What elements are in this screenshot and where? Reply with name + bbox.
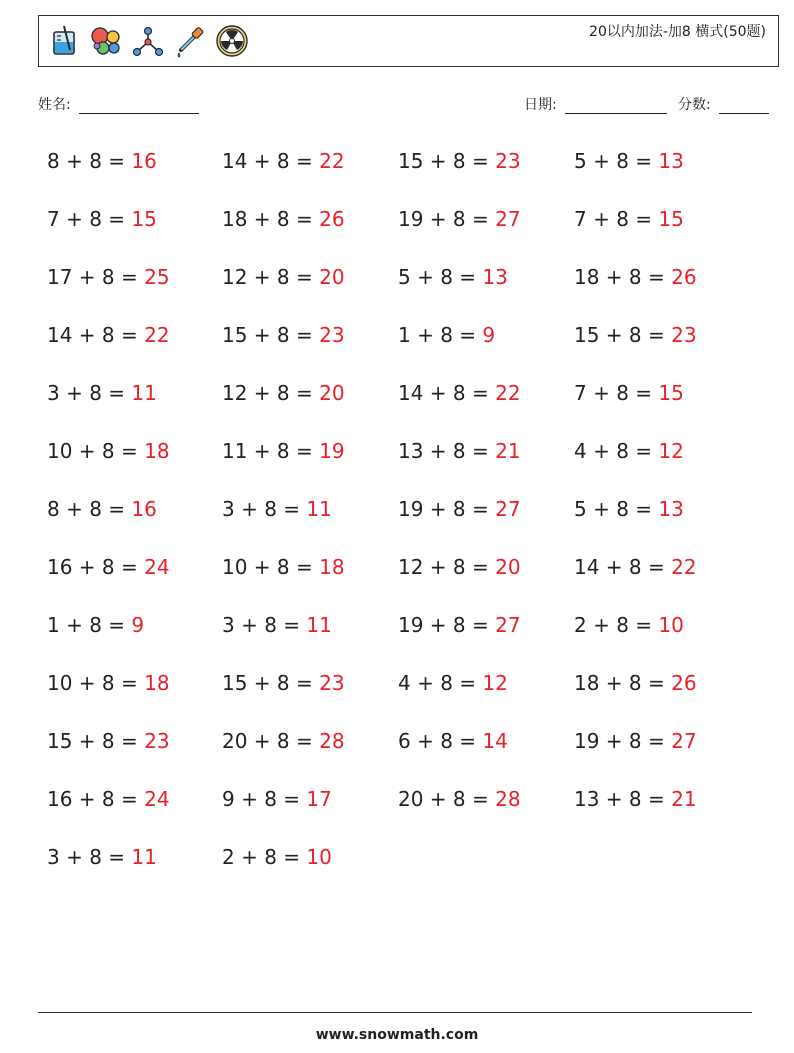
problem-answer: 18: [144, 671, 170, 695]
problem-answer: 20: [319, 265, 345, 289]
problem-answer: 27: [495, 497, 521, 521]
dropper-icon: [173, 24, 207, 58]
problem-answer: 24: [144, 787, 170, 811]
problem-question: 12 + 8 =: [398, 555, 496, 579]
problem-question: 9 + 8 =: [222, 787, 307, 811]
problem-question: 15 + 8 =: [574, 323, 672, 347]
problem-item: [398, 439, 521, 463]
problem-item: [47, 207, 157, 231]
problem-item: [47, 613, 144, 637]
problem-question: 20 + 8 =: [222, 729, 320, 753]
problem-answer: 12: [482, 671, 508, 695]
date-blank[interactable]: [565, 99, 667, 114]
problem-answer: 22: [319, 149, 345, 173]
problem-answer: 22: [671, 555, 697, 579]
problem-question: 7 + 8 =: [47, 207, 132, 231]
problem-answer: 9: [482, 323, 496, 347]
problem-answer: 27: [671, 729, 697, 753]
problem-answer: 17: [306, 787, 332, 811]
problem-answer: 24: [144, 555, 170, 579]
problem-answer: 13: [658, 149, 684, 173]
problem-question: 5 + 8 =: [398, 265, 483, 289]
problem-question: 3 + 8 =: [47, 845, 132, 869]
date-label: 日期:: [524, 97, 557, 113]
problem-question: 20 + 8 =: [398, 787, 496, 811]
problem-question: 4 + 8 =: [574, 439, 659, 463]
problem-item: [398, 787, 521, 811]
problem-item: [222, 729, 345, 753]
problem-item: [398, 671, 508, 695]
problem-item: [222, 323, 345, 347]
problem-question: 18 + 8 =: [222, 207, 320, 231]
problem-item: [47, 555, 170, 579]
problem-question: 3 + 8 =: [47, 381, 132, 405]
problem-question: 16 + 8 =: [47, 787, 145, 811]
problem-item: [47, 497, 157, 521]
problem-question: 19 + 8 =: [398, 613, 496, 637]
problem-item: [398, 323, 495, 347]
problem-question: 14 + 8 =: [398, 381, 496, 405]
date-field: [524, 94, 667, 114]
problem-question: 17 + 8 =: [47, 265, 145, 289]
problem-question: 12 + 8 =: [222, 381, 320, 405]
problem-item: [574, 729, 697, 753]
problem-answer: 26: [671, 265, 697, 289]
problem-item: [222, 497, 332, 521]
name-label: 姓名:: [38, 97, 71, 113]
problem-item: [47, 381, 157, 405]
radiation-icon: [215, 24, 249, 58]
problem-question: 1 + 8 =: [398, 323, 483, 347]
problem-item: [574, 497, 684, 521]
problem-item: [47, 671, 170, 695]
problem-item: [398, 207, 521, 231]
problem-answer: 11: [306, 613, 332, 637]
problem-answer: 26: [319, 207, 345, 231]
problem-question: 15 + 8 =: [222, 671, 320, 695]
problem-answer: 21: [495, 439, 521, 463]
problem-question: 19 + 8 =: [398, 497, 496, 521]
problem-question: 13 + 8 =: [574, 787, 672, 811]
problem-answer: 18: [144, 439, 170, 463]
problem-item: [222, 439, 345, 463]
problem-item: [222, 149, 345, 173]
problem-item: [222, 265, 345, 289]
problem-question: 15 + 8 =: [47, 729, 145, 753]
problem-answer: 27: [495, 613, 521, 637]
problem-answer: 11: [131, 845, 157, 869]
problem-answer: 18: [319, 555, 345, 579]
problem-answer: 15: [131, 207, 157, 231]
problem-item: [222, 555, 345, 579]
problem-item: [574, 323, 697, 347]
problem-question: 18 + 8 =: [574, 265, 672, 289]
problem-item: [398, 497, 521, 521]
problem-answer: 23: [319, 323, 345, 347]
name-field: [38, 94, 199, 114]
worksheet-title: 20以内加法-加8 横式(50题): [589, 24, 766, 40]
score-label: 分数:: [678, 97, 711, 113]
problem-answer: 23: [495, 149, 521, 173]
problem-answer: 21: [671, 787, 697, 811]
problem-answer: 15: [658, 207, 684, 231]
problem-item: [398, 381, 521, 405]
score-blank[interactable]: [719, 99, 769, 114]
problem-item: [398, 149, 521, 173]
icon-strip: [47, 20, 249, 62]
problem-question: 19 + 8 =: [398, 207, 496, 231]
problem-answer: 13: [658, 497, 684, 521]
problem-answer: 14: [482, 729, 508, 753]
problem-answer: 16: [131, 149, 157, 173]
problem-question: 18 + 8 =: [574, 671, 672, 695]
problem-item: [222, 671, 345, 695]
problem-question: 5 + 8 =: [574, 149, 659, 173]
problem-item: [47, 729, 170, 753]
problem-question: 5 + 8 =: [574, 497, 659, 521]
problem-answer: 22: [495, 381, 521, 405]
problem-item: [574, 381, 684, 405]
problem-answer: 9: [131, 613, 145, 637]
name-blank[interactable]: [79, 99, 199, 114]
problem-answer: 10: [658, 613, 684, 637]
problem-question: 12 + 8 =: [222, 265, 320, 289]
problem-answer: 28: [319, 729, 345, 753]
problem-item: [574, 555, 697, 579]
problem-question: 14 + 8 =: [574, 555, 672, 579]
problem-item: [574, 149, 684, 173]
problem-item: [222, 207, 345, 231]
problem-question: 14 + 8 =: [47, 323, 145, 347]
problem-answer: 20: [495, 555, 521, 579]
problem-item: [222, 381, 345, 405]
problem-question: 8 + 8 =: [47, 149, 132, 173]
problem-item: [398, 555, 521, 579]
problem-question: 15 + 8 =: [398, 149, 496, 173]
problem-item: [398, 613, 521, 637]
problem-answer: 15: [658, 381, 684, 405]
problem-question: 10 + 8 =: [47, 439, 145, 463]
problem-item: [47, 265, 170, 289]
problem-answer: 23: [671, 323, 697, 347]
problem-question: 7 + 8 =: [574, 207, 659, 231]
problem-question: 11 + 8 =: [222, 439, 320, 463]
molecule-structure-icon: [131, 24, 165, 58]
problem-answer: 10: [306, 845, 332, 869]
problem-item: [574, 787, 697, 811]
problem-question: 19 + 8 =: [574, 729, 672, 753]
problem-question: 3 + 8 =: [222, 613, 307, 637]
problem-item: [398, 265, 508, 289]
problem-answer: 19: [319, 439, 345, 463]
problem-question: 2 + 8 =: [222, 845, 307, 869]
problem-item: [222, 613, 332, 637]
problem-item: [574, 207, 684, 231]
problem-answer: 11: [306, 497, 332, 521]
problem-question: 13 + 8 =: [398, 439, 496, 463]
problem-item: [47, 787, 170, 811]
problem-answer: 20: [319, 381, 345, 405]
problem-question: 8 + 8 =: [47, 497, 132, 521]
problem-answer: 13: [482, 265, 508, 289]
problem-question: 15 + 8 =: [222, 323, 320, 347]
problem-answer: 22: [144, 323, 170, 347]
footer-divider: [38, 1012, 752, 1013]
problem-answer: 27: [495, 207, 521, 231]
problem-item: [47, 323, 170, 347]
problem-question: 16 + 8 =: [47, 555, 145, 579]
molecule-balls-icon: [89, 24, 123, 58]
problem-item: [574, 265, 697, 289]
problem-question: 1 + 8 =: [47, 613, 132, 637]
problem-question: 7 + 8 =: [574, 381, 659, 405]
problem-answer: 12: [658, 439, 684, 463]
problem-question: 14 + 8 =: [222, 149, 320, 173]
problem-question: 3 + 8 =: [222, 497, 307, 521]
problem-question: 2 + 8 =: [574, 613, 659, 637]
problem-answer: 28: [495, 787, 521, 811]
problem-answer: 16: [131, 497, 157, 521]
problem-question: 10 + 8 =: [222, 555, 320, 579]
footer-url[interactable]: www.snowmath.com: [315, 1027, 479, 1043]
problem-answer: 23: [144, 729, 170, 753]
problem-item: [47, 149, 157, 173]
problem-item: [398, 729, 508, 753]
problem-item: [47, 845, 157, 869]
problem-item: [574, 439, 684, 463]
problem-answer: 26: [671, 671, 697, 695]
problem-answer: 23: [319, 671, 345, 695]
problem-item: [574, 671, 697, 695]
problem-item: [47, 439, 170, 463]
problem-answer: 11: [131, 381, 157, 405]
header-box: [38, 15, 779, 67]
problem-item: [574, 613, 684, 637]
problem-question: 6 + 8 =: [398, 729, 483, 753]
problem-answer: 25: [144, 265, 170, 289]
problem-question: 4 + 8 =: [398, 671, 483, 695]
problem-item: [222, 845, 332, 869]
beaker-icon: [47, 24, 81, 58]
score-field: [678, 94, 769, 114]
problem-item: [222, 787, 332, 811]
problem-question: 10 + 8 =: [47, 671, 145, 695]
